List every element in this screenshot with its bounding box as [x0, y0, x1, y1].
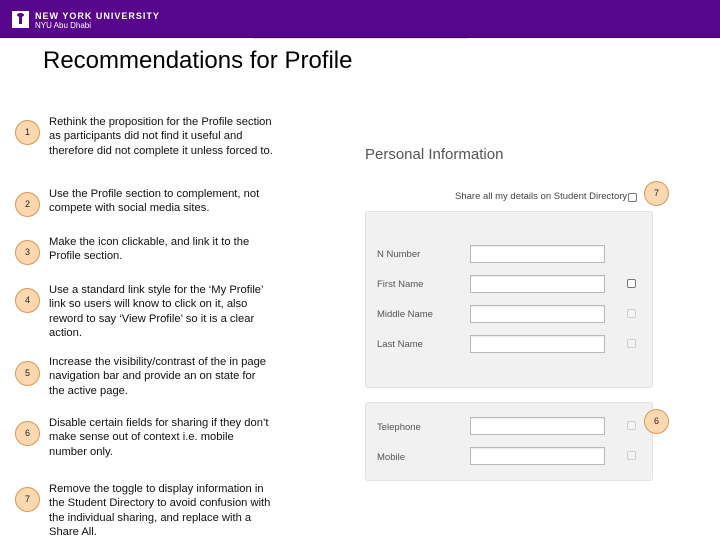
share-telephone-checkbox: [627, 421, 636, 430]
share-first-name-checkbox[interactable]: [627, 279, 636, 288]
contact-details-panel: [365, 402, 653, 481]
recommendation-number-badge: 5: [15, 361, 40, 386]
field-label-first-name: First Name: [377, 279, 424, 290]
mobile-input[interactable]: [470, 447, 605, 465]
header-divider: [253, 38, 468, 39]
field-label-n-number: N Number: [377, 249, 421, 260]
telephone-input[interactable]: [470, 417, 605, 435]
callout-badge-share-all: 7: [644, 181, 669, 206]
personal-details-panel: [365, 211, 653, 388]
university-name: NEW YORK UNIVERSITY: [35, 11, 160, 21]
callout-badge-contact: 6: [644, 409, 669, 434]
n-number-input[interactable]: [470, 245, 605, 263]
nyu-header-bar: [0, 0, 720, 38]
last-name-input[interactable]: [470, 335, 605, 353]
page-title: Recommendations for Profile: [43, 47, 353, 74]
recommendation-text: Use the Profile section to complement, not compete with social media sites.: [49, 188, 260, 215]
share-middle-name-checkbox: [627, 309, 636, 318]
personal-information-heading: Personal Information: [365, 146, 504, 163]
share-last-name-checkbox: [627, 339, 636, 348]
field-label-mobile: Mobile: [377, 452, 405, 463]
first-name-input[interactable]: [470, 275, 605, 293]
field-label-middle-name: Middle Name: [377, 309, 433, 320]
recommendation-number-badge: 3: [15, 240, 40, 265]
recommendation-text: Increase the visibility/contrast of the in page navigation bar and provide an on state for the active page.: [49, 356, 267, 397]
recommendation-number-badge: 4: [15, 288, 40, 313]
recommendation-text: Rethink the proposition for the Profile section as participants did not find it useful and therefore did not complete it unless forced to.: [49, 116, 273, 157]
recommendation-number-badge: 7: [15, 487, 40, 512]
recommendation-text: Make the icon clickable, and link it to the Profile section.: [49, 236, 250, 263]
share-all-checkbox[interactable]: [628, 193, 637, 202]
nyu-torch-logo: [12, 11, 29, 28]
recommendation-number-badge: 6: [15, 421, 40, 446]
share-mobile-checkbox: [627, 451, 636, 460]
field-label-last-name: Last Name: [377, 339, 423, 350]
recommendation-number-badge: 2: [15, 192, 40, 217]
field-label-telephone: Telephone: [377, 422, 421, 433]
recommendation-text: Disable certain fields for sharing if they don’t make sense out of context i.e. mobile number only.: [49, 417, 269, 458]
recommendation-number-badge: 1: [15, 120, 40, 145]
campus-name: NYU Abu Dhabi: [35, 21, 92, 30]
recommendation-text: Remove the toggle to display information in the Student Directory to avoid confusion with the individual sharing, and replace with a Share All.: [49, 483, 271, 538]
torch-handle-shape: [19, 14, 22, 24]
share-all-label: Share all my details on Student Directory: [455, 191, 628, 202]
middle-name-input[interactable]: [470, 305, 605, 323]
recommendation-text: Use a standard link style for the ‘My Profile’ link so users will know to click on it, also reword to say ‘View Profile’ so it is a clear action.: [49, 284, 264, 339]
